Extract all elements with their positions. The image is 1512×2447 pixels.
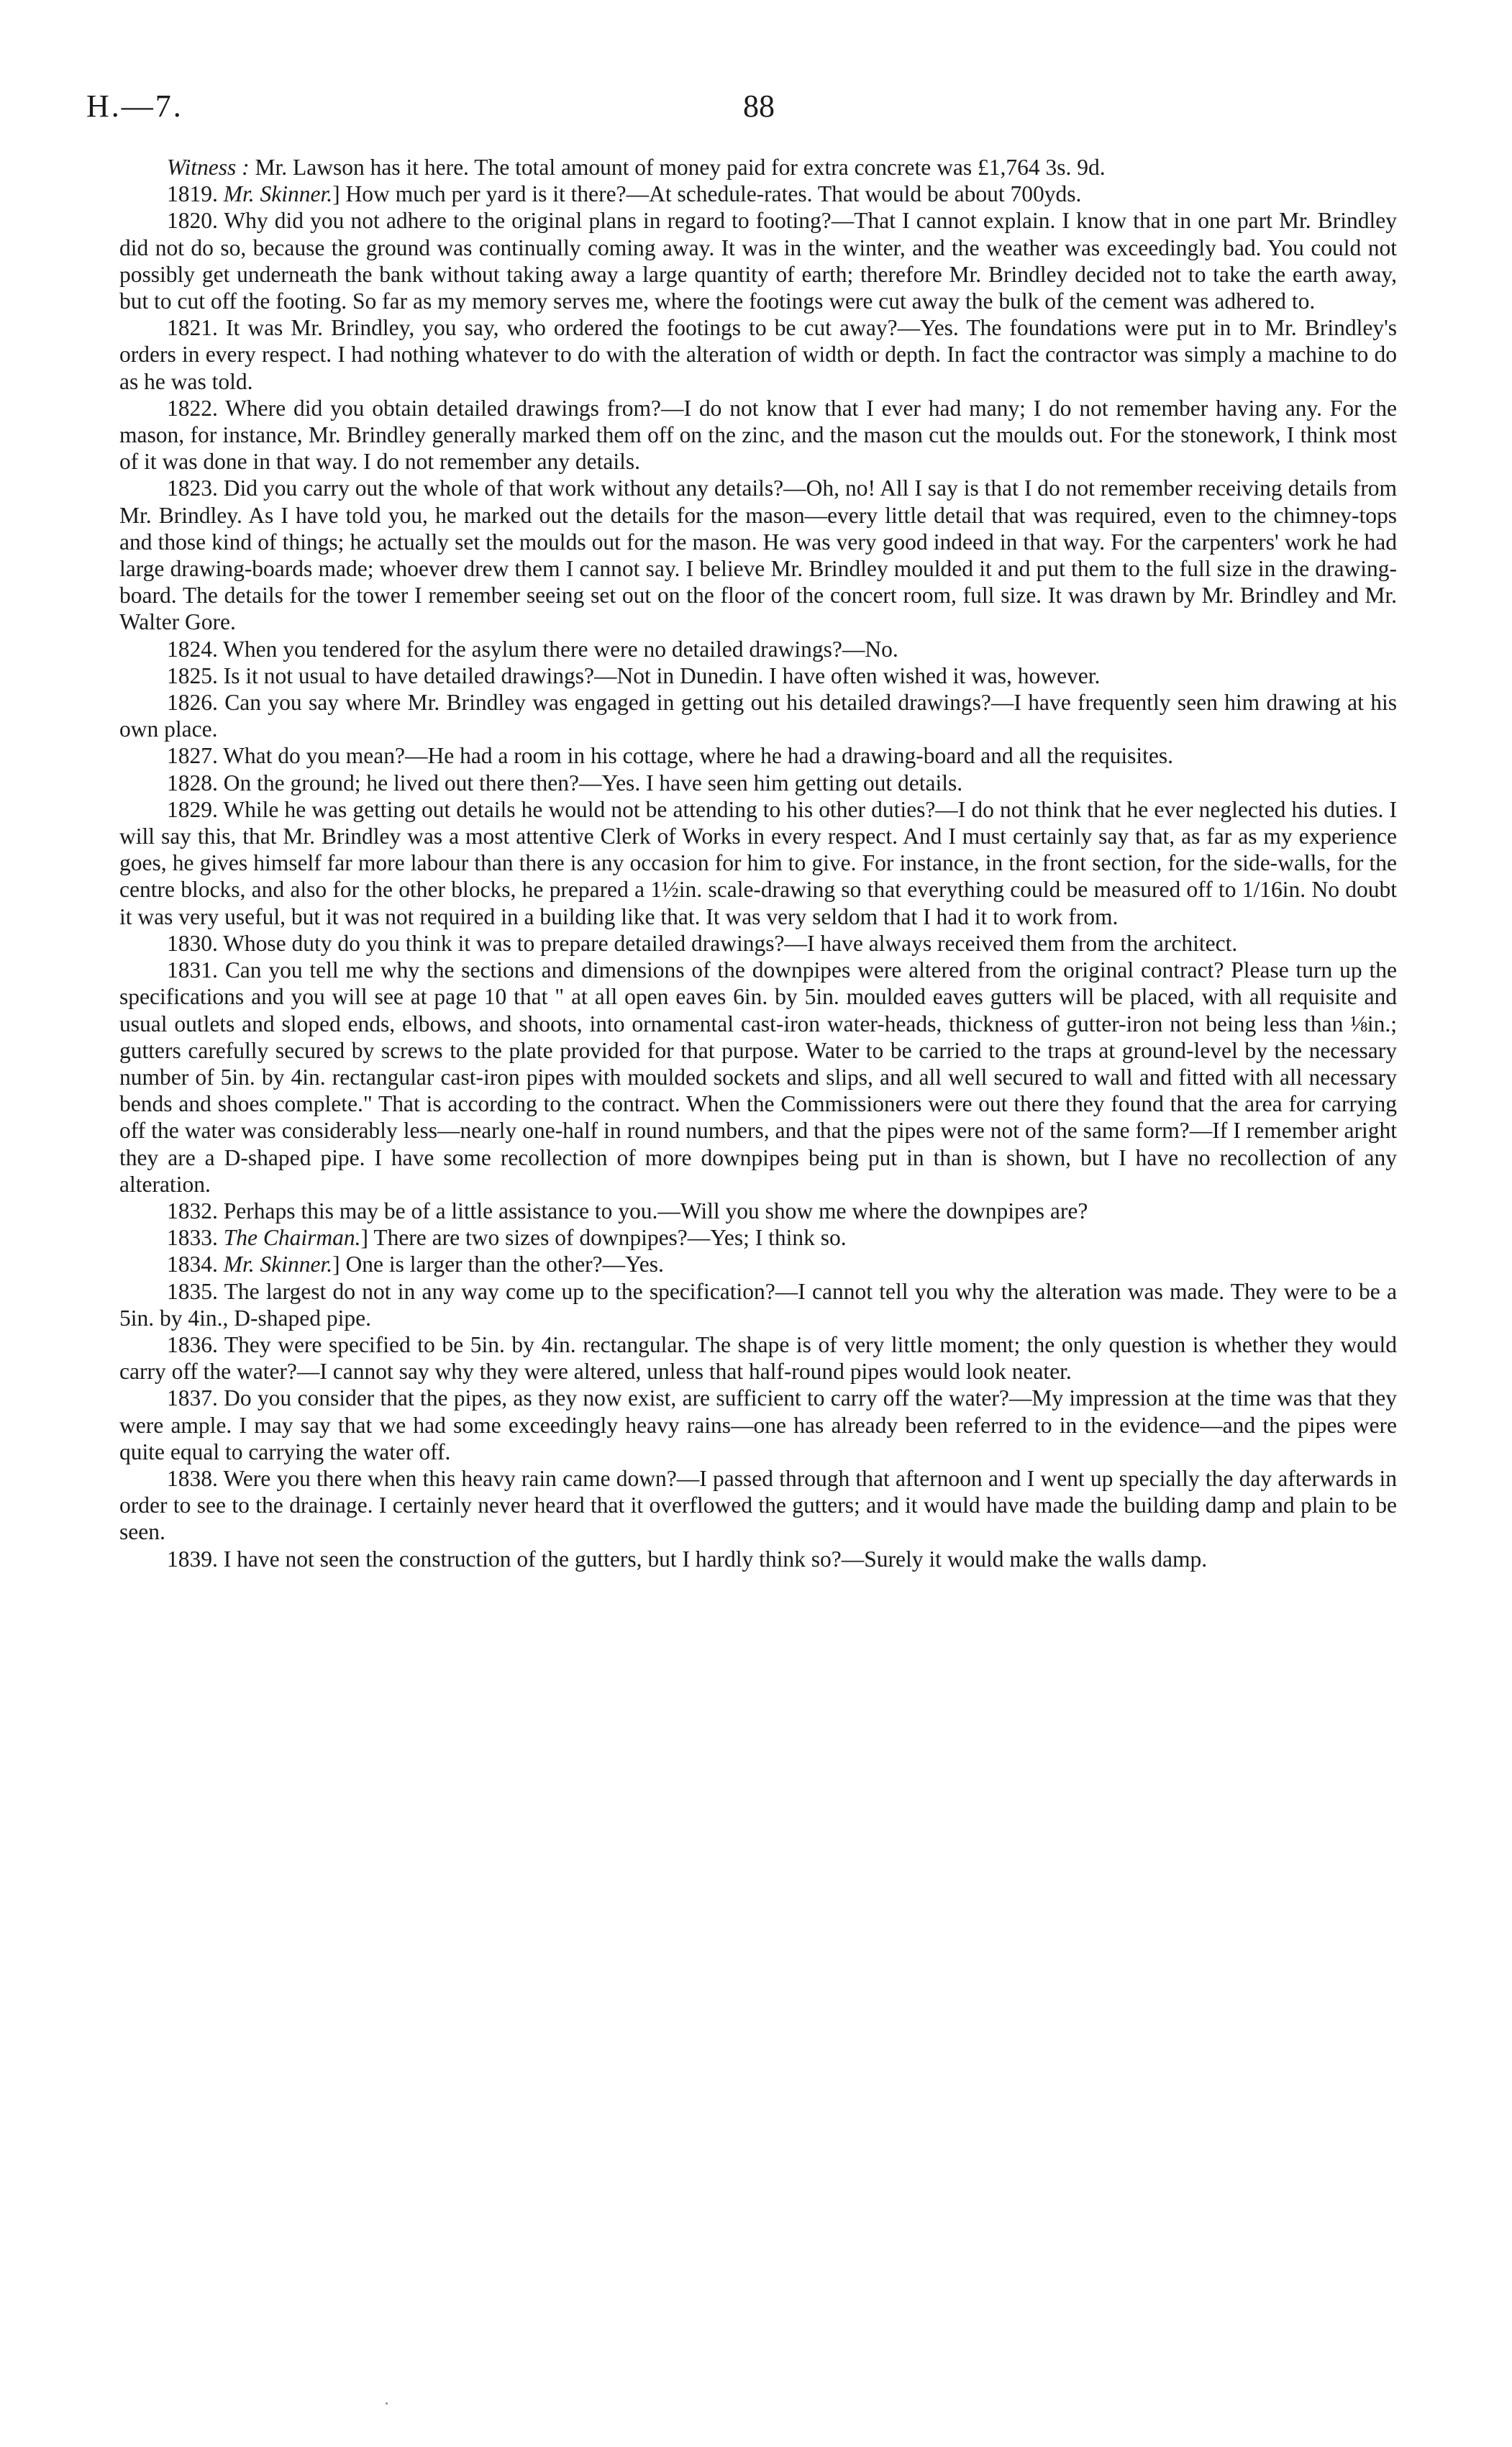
speaker-label: Witness : <box>167 155 250 180</box>
speaker-label: Mr. Skinner. <box>223 1252 333 1277</box>
testimony-paragraph: 1831. Can you tell me why the sections and dimensions of the downpipes were altered from the original contract? Please turn up the specifications and you will see at page 10 that " at all open eaves 6in. by 5in. moulded eaves gutters will be placed, with all requisite and usual outlets and sloped ends, elbows, and shoots, into ornamental cast-iron water-heads, thickness of gutter-iron not being less than ⅛in.; gutters carefully secured by screws to the plate provided for that purpose. Water to be carried to the traps at ground-level by the necessary number of 5in. by 4in. rectangular cast-iron pipes with moulded sockets and slips, and all well secured to wall and fitted with all necessary bends and shoes complete." That is according to the contract. When the Commissioners were out there they found that the area for carrying off the water was considerably less—nearly one-half in round numbers, and that the pipes were not of the same form?—If I remember aright they are a D-shaped pipe. I have some recollection of more downpipes being put in than is shown, but I have no recollection of any alteration. <box>119 957 1397 1197</box>
testimony-paragraph: 1830. Whose duty do you think it was to prepare detailed drawings?—I have always received them from the architect. <box>167 930 1238 956</box>
testimony-paragraph <box>119 154 1397 181</box>
testimony-paragraph: 1829. While he was getting out details he would not be attending to his other duties?—I do not think that he ever neglected his duties. I will say this, that Mr. Brindley was a most attentive Clerk of Works in every respect. And I must certainly say that, as far as my experience goes, he gives himself far more labour than there is any occasion for him to give. For instance, in the front section, for the side-walls, for the centre blocks, and also for the other blocks, he prepared a 1½in. scale-drawing so that everything could be measured off to 1/16in. No doubt it was very useful, but it was not required in a building like that. It was very seldom that I had it to work from. <box>119 796 1397 929</box>
paragraph-text: Mr. Lawson has it here. The total amount of money paid for extra concrete was £1,764 3s. 9d. <box>249 155 1106 180</box>
testimony-paragraph <box>119 1224 1397 1251</box>
testimony-paragraph: 1837. Do you consider that the pipes, as they now exist, are sufficient to carry off the water?—My impression at the time was that they were ample. I may say that we had some exceedingly heavy rains—one has already been referred to in the evidence—and the pipes were quite equal to carrying the water off. <box>119 1385 1397 1464</box>
testimony-paragraph <box>119 181 1397 207</box>
testimony-paragraph: 1822. Where did you obtain detailed drawings from?—I do not know that I ever had many; I do not remember having any. For the mason, for instance, Mr. Brindley generally marked them off on the zinc, and the mason cut the moulds out. For the stonework, I think most of it was done in that way. I do not remember any details. <box>119 395 1397 475</box>
paragraph-text: ] How much per yard is it there?—At schedule-rates. That would be about 700yds. <box>332 181 1082 207</box>
testimony-paragraph: 1826. Can you say where Mr. Brindley was engaged in getting out his detailed drawings?—I have frequently seen him drawing at his own place. <box>119 690 1397 742</box>
speaker-label: The Chairman. <box>223 1225 361 1251</box>
question-number: 1819. <box>167 181 224 207</box>
page-header <box>0 88 1512 131</box>
question-number: 1833. <box>167 1225 224 1251</box>
testimony-paragraph: 1827. What do you mean?—He had a room in his cottage, where he had a drawing-board and all the requisites. <box>167 743 1173 769</box>
document-code: H.—7. <box>86 88 183 124</box>
paragraph-text: ] One is larger than the other?—Yes. <box>332 1252 664 1277</box>
paragraph-text: ] There are two sizes of downpipes?—Yes; I think so. <box>360 1225 847 1251</box>
testimony-paragraph: 1836. They were specified to be 5in. by 4in. rectangular. The shape is of very little moment; the only question is whether they would carry off the water?—I cannot say why they were altered, unless that half-round pipes would look neater. <box>119 1331 1397 1385</box>
testimony-paragraph <box>119 1251 1397 1277</box>
scan-speck <box>386 2402 388 2405</box>
question-number: 1834. <box>167 1252 224 1277</box>
testimony-paragraph: 1832. Perhaps this may be of a little assistance to you.—Will you show me where the downpipes are? <box>167 1198 1088 1224</box>
testimony-paragraph: 1823. Did you carry out the whole of that work without any details?—Oh, no! All I say is that I do not remember receiving details from Mr. Brindley. As I have told you, he marked out the details for the mason—every little detail that was required, even to the chimney-tops and those kind of things; he actually set the moulds out for the mason. He was very good indeed in that way. For the carpenters' work he had large drawing-boards made; whoever drew them I cannot say. I believe Mr. Brindley moulded it and put them to the full size in the drawing-board. The details for the tower I remember seeing set out on the floor of the concert room, full size. It was drawn by Mr. Brindley and Mr. Walter Gore. <box>119 475 1397 635</box>
testimony-body <box>119 154 1397 1572</box>
testimony-paragraph: 1824. When you tendered for the asylum there were no detailed drawings?—No. <box>167 636 898 662</box>
testimony-paragraph: 1835. The largest do not in any way come up to the specification?—I cannot tell you why the alteration was made. They were to be a 5in. by 4in., D-shaped pipe. <box>119 1278 1397 1331</box>
speaker-label: Mr. Skinner. <box>223 181 333 207</box>
testimony-paragraph: 1820. Why did you not adhere to the original plans in regard to footing?—That I cannot explain. I know that in one part Mr. Brindley did not do so, because the ground was continually coming away. It was in the winter, and the weather was exceedingly bad. You could not possibly get underneath the bank without taking away a large quantity of earth; therefore Mr. Brindley decided not to take the earth away, but to cut off the footing. So far as my memory serves me, where the footings were cut away the bulk of the cement was adhered to. <box>119 208 1397 314</box>
testimony-paragraph: 1825. Is it not usual to have detailed drawings?—Not in Dunedin. I have often wished it was, however. <box>167 662 1101 688</box>
testimony-paragraph: 1839. I have not seen the construction of the gutters, but I hardly think so?—Surely it would make the walls damp. <box>167 1546 1208 1572</box>
testimony-paragraph: 1828. On the ground; he lived out there then?—Yes. I have seen him getting out details. <box>167 770 963 796</box>
page-number: 88 <box>743 88 775 124</box>
testimony-paragraph: 1838. Were you there when this heavy rain came down?—I passed through that afternoon and I went up specially the day afterwards in order to see to the drainage. I certainly never heard that it overflowed the gutters; and it would have made the building damp and plain to be seen. <box>119 1465 1397 1545</box>
testimony-paragraph: 1821. It was Mr. Brindley, you say, who ordered the footings to be cut away?—Yes. The foundations were put in to Mr. Brindley's orders in every respect. I had nothing whatever to do with the alteration of width or depth. In fact the contractor was simply a machine to do as he was told. <box>119 315 1397 394</box>
